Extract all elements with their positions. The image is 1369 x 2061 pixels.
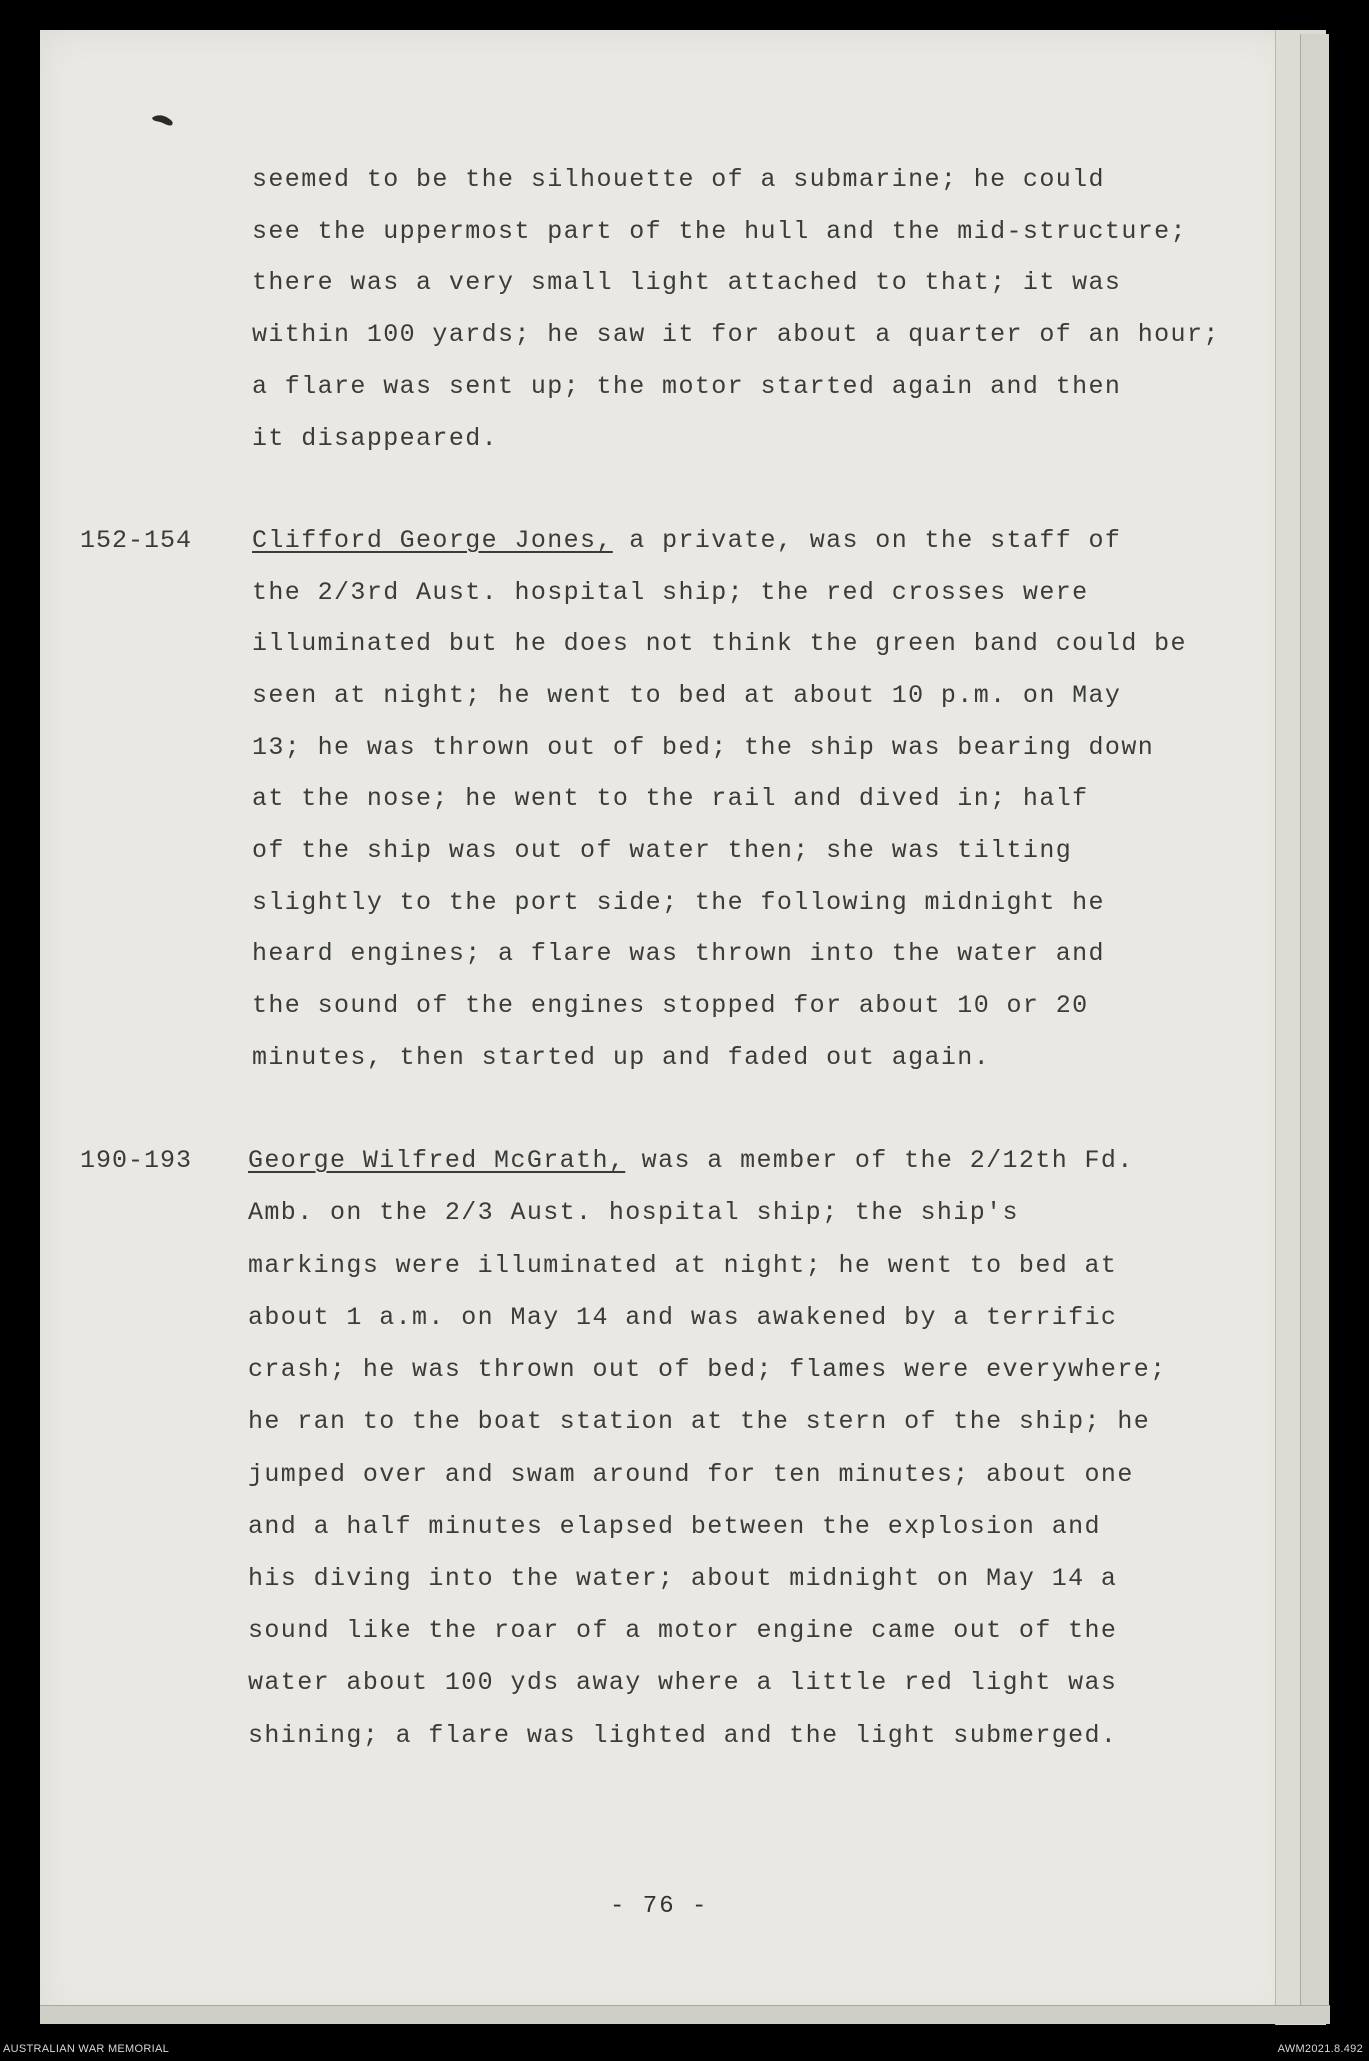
page-number: - 76 - bbox=[610, 1893, 709, 1920]
page-reference: 152-154 bbox=[80, 526, 193, 555]
text-line: illuminated but he does not think the green band could be bbox=[252, 629, 1187, 658]
footer-credit: AUSTRALIAN WAR MEMORIAL bbox=[3, 2043, 170, 2055]
page-bottom-edge bbox=[40, 2005, 1330, 2024]
text-line: and a half minutes elapsed between the explosion and bbox=[248, 1512, 1101, 1541]
text-line: see the uppermost part of the hull and the mid-structure; bbox=[252, 217, 1187, 246]
text-line: Amb. on the 2/3 Aust. hospital ship; the ship's bbox=[248, 1198, 1019, 1227]
text-line: markings were illuminated at night; he went to bed at bbox=[248, 1251, 1118, 1280]
text-line: water about 100 yds away where a little red light was bbox=[248, 1668, 1118, 1697]
text-line: he ran to the boat station at the stern of the ship; he bbox=[248, 1407, 1151, 1436]
text-line: 13; he was thrown out of bed; the ship was bearing down bbox=[252, 733, 1155, 762]
text-line: there was a very small light attached to that; it was bbox=[252, 268, 1122, 297]
text-span: was a member of the 2/12th Fd. bbox=[625, 1146, 1134, 1175]
text-line: the 2/3rd Aust. hospital ship; the red crosses were bbox=[252, 578, 1089, 607]
text-line: heard engines; a flare was thrown into the water and bbox=[252, 939, 1105, 968]
ink-blot-icon bbox=[150, 112, 176, 128]
page-reference: 190-193 bbox=[80, 1146, 193, 1175]
text-line: crash; he was thrown out of bed; flames were everywhere; bbox=[248, 1355, 1167, 1384]
text-line: about 1 a.m. on May 14 and was awakened by a terrific bbox=[248, 1303, 1118, 1332]
text-line bbox=[252, 526, 1121, 556]
text-line: shining; a flare was lighted and the light submerged. bbox=[248, 1721, 1118, 1750]
text-line: of the ship was out of water then; she was tilting bbox=[252, 836, 1073, 865]
text-line: the sound of the engines stopped for about 10 or 20 bbox=[252, 991, 1089, 1020]
text-line: seen at night; he went to bed at about 10 p.m. on May bbox=[252, 681, 1122, 710]
witness-name: George Wilfred McGrath, bbox=[248, 1146, 626, 1175]
text-span: a private, was on the staff of bbox=[612, 526, 1122, 555]
text-line: it disappeared. bbox=[252, 424, 499, 453]
text-line: at the nose; he went to the rail and dived in; half bbox=[252, 784, 1089, 813]
text-line: jumped over and swam around for ten minutes; about one bbox=[248, 1460, 1134, 1489]
text-line: minutes, then started up and faded out again. bbox=[252, 1043, 991, 1072]
page-edge-underlying bbox=[1300, 34, 1329, 2024]
witness-name: Clifford George Jones, bbox=[252, 526, 613, 555]
text-line: within 100 yards; he saw it for about a quarter of an hour; bbox=[252, 320, 1220, 349]
text-line: slightly to the port side; the following midnight he bbox=[252, 888, 1105, 917]
text-line bbox=[248, 1146, 1134, 1176]
text-line: his diving into the water; about midnight on May 14 a bbox=[248, 1564, 1118, 1593]
footer-accession-number: AWM2021.8.492 bbox=[1277, 2043, 1363, 2055]
text-line: seemed to be the silhouette of a submarine; he could bbox=[252, 165, 1105, 194]
text-line: sound like the roar of a motor engine came out of the bbox=[248, 1616, 1118, 1645]
text-line: a flare was sent up; the motor started again and then bbox=[252, 372, 1122, 401]
